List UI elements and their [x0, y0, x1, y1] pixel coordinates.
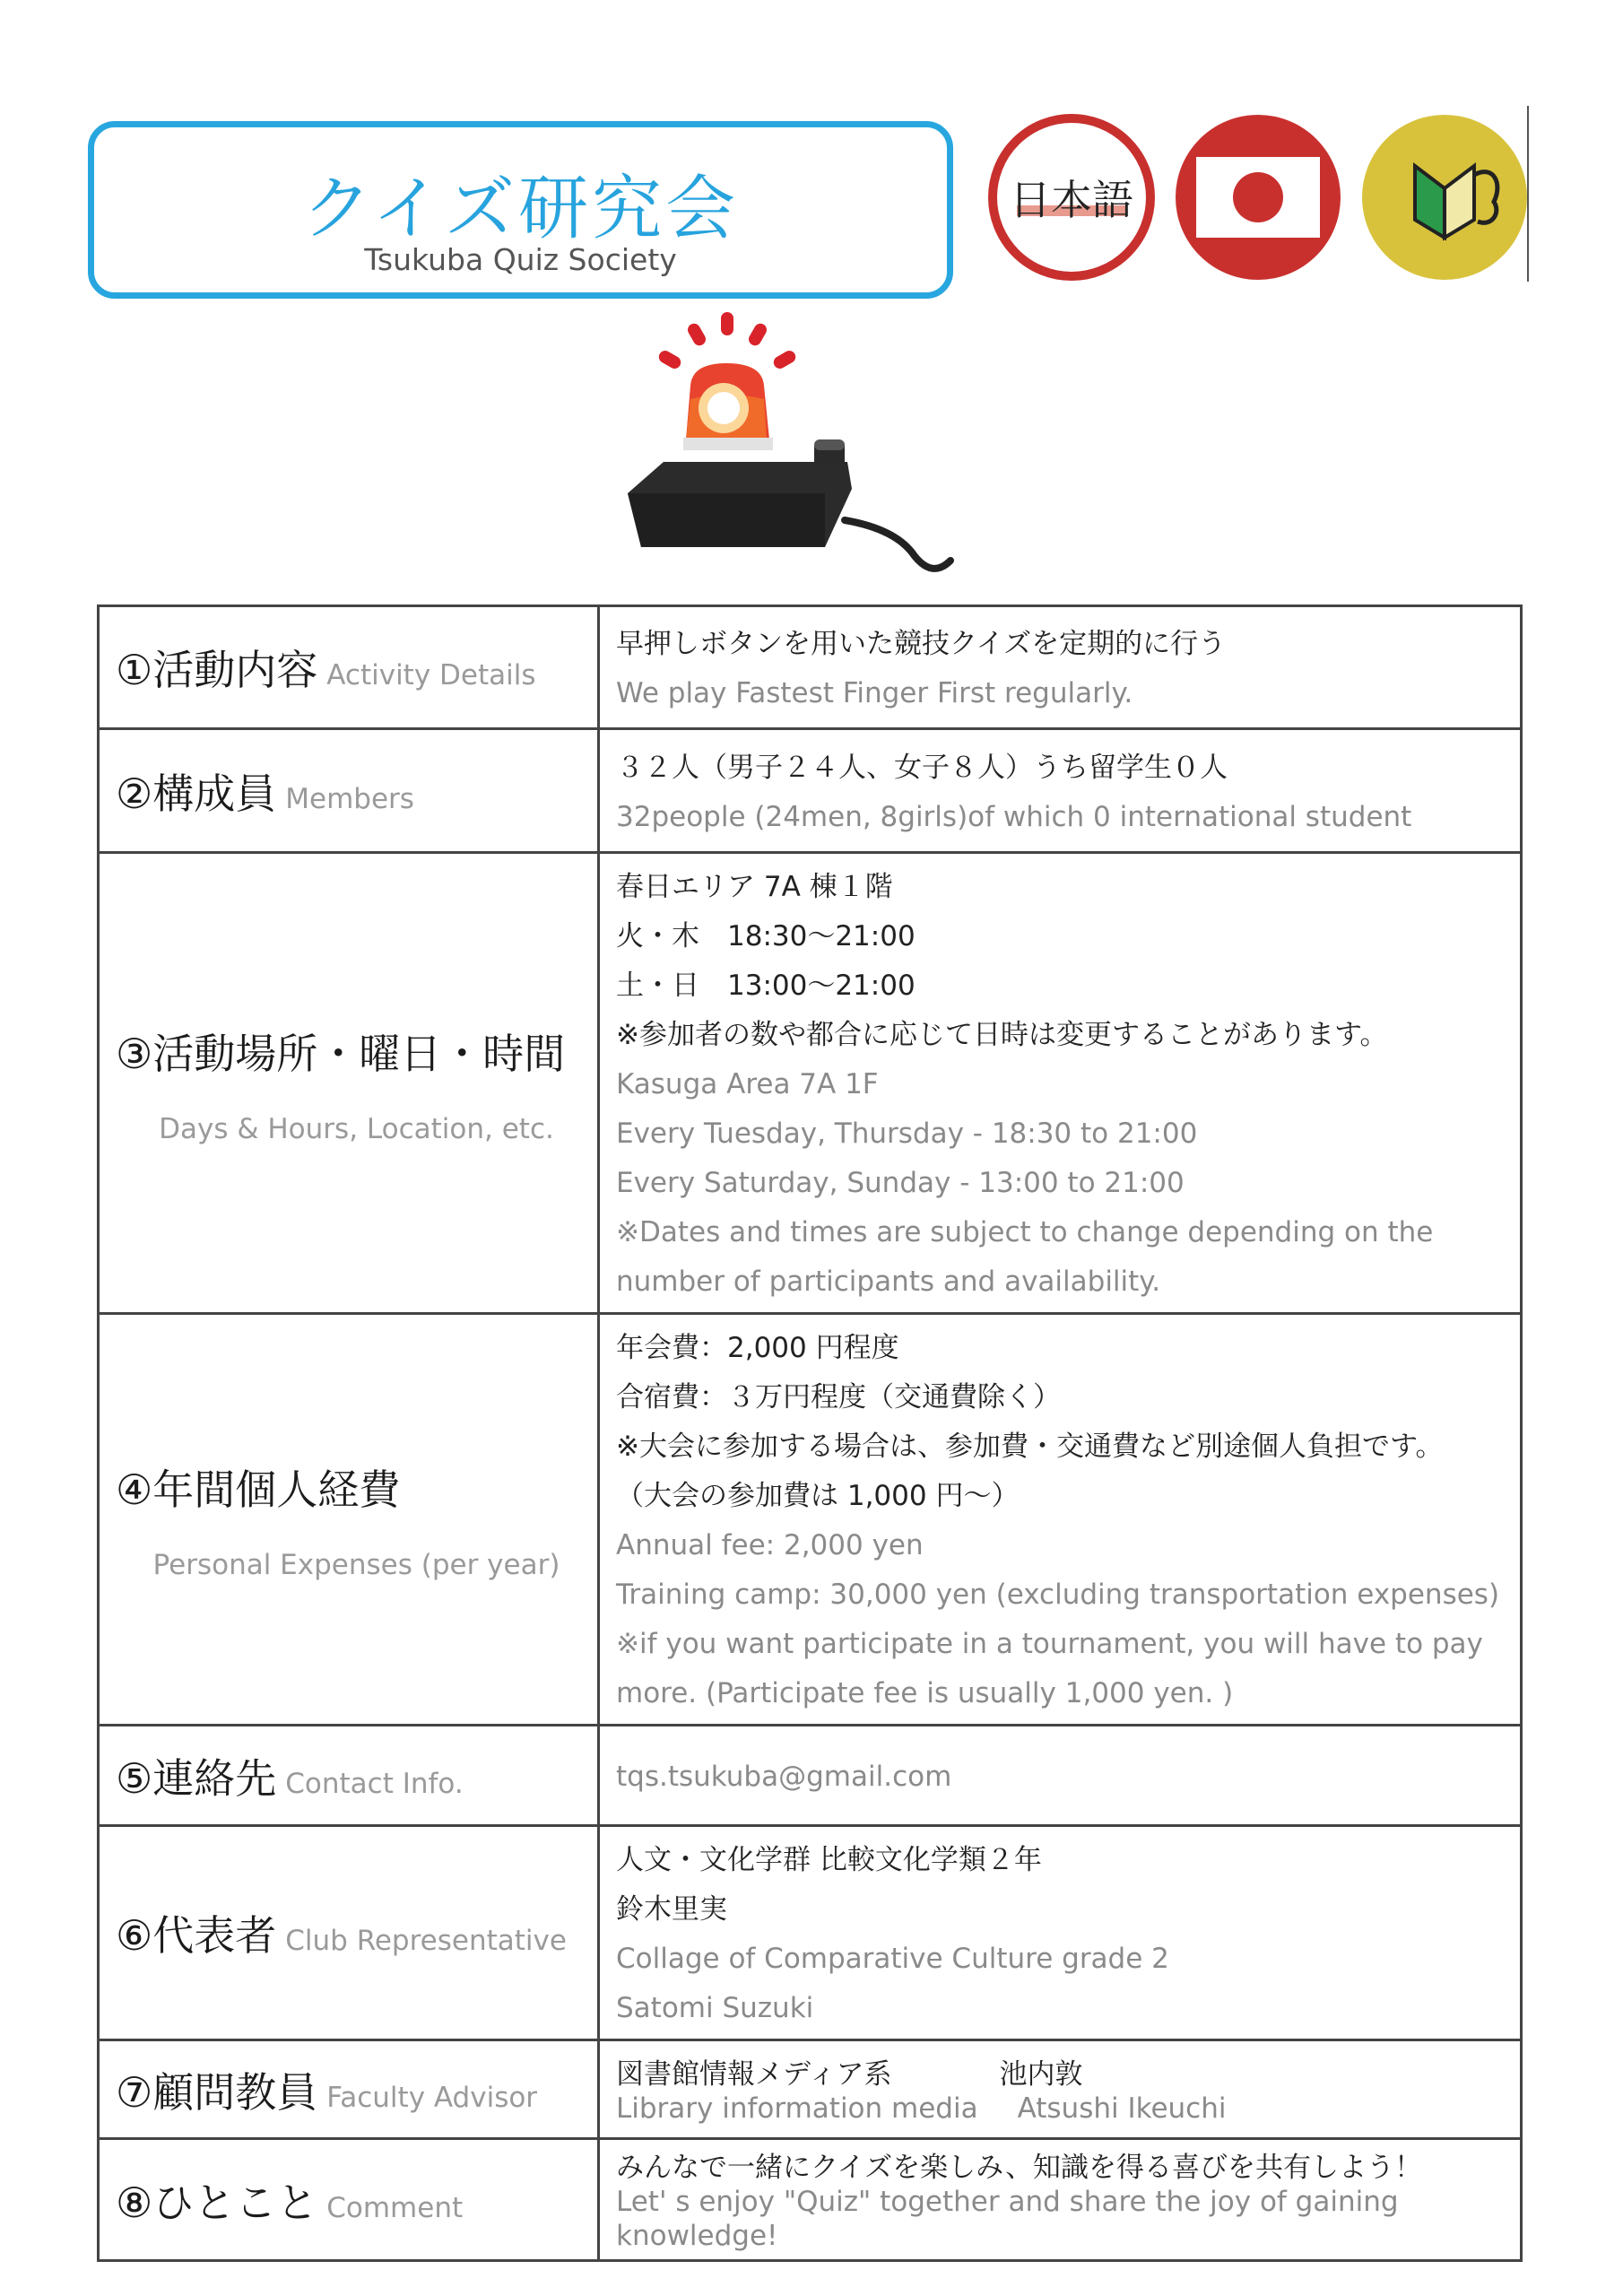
row-content-activity [599, 606, 1522, 729]
content-line-jp: 土・日 13:00～21:00 [616, 970, 916, 1002]
table-row [99, 2139, 1522, 2261]
content-line-jp: 年会費：2,000 円程度 [616, 1332, 899, 1364]
label-jp: ③活動場所・曜日・時間 [116, 1029, 566, 1078]
row-label-advisor [99, 2040, 599, 2139]
table-row [99, 1826, 1522, 2040]
table-row [99, 729, 1522, 853]
content-line-en: Every Tuesday, Thursday - 18:30 to 21:00 [616, 1118, 1198, 1150]
content-line-jp: みんなで一緒にクイズを楽しみ、知識を得る喜びを共有しよう！ [616, 2151, 1422, 2184]
japan-flag-icon [1173, 112, 1343, 283]
row-label-members [99, 729, 599, 853]
content-line-en: Satomi Suzuki [616, 1992, 814, 2024]
row-content-schedule [599, 853, 1522, 1314]
table-row [99, 2040, 1522, 2139]
content-line-en: Kasuga Area 7A 1F [616, 1068, 879, 1100]
table-row [99, 606, 1522, 729]
club-title-jp: クイズ研究会 [301, 169, 740, 249]
content-line-jp: （大会の参加費は 1,000 円～） [616, 1480, 1020, 1512]
row-content-representative [599, 1826, 1522, 2040]
content-line-en: Training camp: 30,000 yen (excluding transportation expenses) [616, 1578, 1500, 1611]
row-content-members [599, 729, 1522, 853]
row-content-comment [599, 2139, 1522, 2261]
advisor-dept-en: Library information media [616, 2092, 978, 2125]
japanese-language-badge [986, 112, 1157, 283]
content-line-jp: 春日エリア 7A 棟１階 [616, 871, 893, 903]
content-line-jp: ※参加者の数や都合に応じて日時は変更することがあります。 [616, 1019, 1388, 1051]
table-row [99, 1314, 1522, 1726]
label-jp: ⑧ひとこと [116, 2178, 318, 2227]
advisor-name-jp: 池内敦 [999, 2057, 1083, 2091]
label-en: Activity Details [326, 659, 536, 691]
club-info-table [97, 604, 1523, 2262]
label-en: Personal Expenses (per year) [152, 1549, 560, 1581]
row-label-expenses [99, 1314, 599, 1726]
content-line-jp: ※大会に参加する場合は、参加費・交通費など別途個人負担です。 [616, 1431, 1444, 1463]
label-en: Faculty Advisor [326, 2081, 538, 2114]
content-line-jp: 火・木 18:30～21:00 [616, 920, 916, 952]
club-title-en: Tsukuba Quiz Society [364, 242, 677, 277]
content-line-en: Let' s enjoy "Quiz" together and share the joy of gaining [616, 2185, 1399, 2218]
label-en: Members [285, 782, 414, 815]
label-en: Contact Info. [285, 1767, 464, 1800]
label-jp: ⑤連絡先 [116, 1753, 277, 1803]
row-content-expenses [599, 1314, 1522, 1726]
content-line-jp: 鈴木里実 [616, 1893, 727, 1926]
content-line-en: ※if you want participate in a tournament, you will have to pay [616, 1628, 1483, 1660]
label-en: Days & Hours, Location, etc. [159, 1112, 554, 1145]
table-row [99, 1726, 1522, 1826]
advisor-name-en: Atsushi Ikeuchi [1017, 2092, 1227, 2125]
label-jp: ⑥代表者 [116, 1911, 277, 1960]
advisor-en-line [616, 2092, 1504, 2126]
advisor-dept-jp: 図書館情報メディア系 [616, 2057, 892, 2091]
page-edge-line [1527, 106, 1529, 282]
row-label-activity [99, 606, 599, 729]
red-siren-buzzer-icon [610, 305, 1040, 596]
row-label-representative [99, 1826, 599, 2040]
label-jp: ②構成員 [116, 769, 277, 818]
content-line-jp: 合宿費：３万円程度（交通費除く） [616, 1381, 1061, 1413]
contact-email: tqs.tsukuba@gmail.com [616, 1761, 952, 1793]
beginner-mark-icon [1359, 112, 1530, 283]
label-jp: ⑦顧問教員 [116, 2067, 318, 2117]
content-line-en: number of participants and availability. [616, 1265, 1161, 1298]
row-label-comment [99, 2139, 599, 2261]
label-en: Club Representative [285, 1925, 567, 1957]
content-line-jp: 早押しボタンを用いた競技クイズを定期的に行う [616, 628, 1227, 660]
row-label-schedule [99, 853, 599, 1314]
row-label-contact [99, 1726, 599, 1826]
label-jp: ④年間個人経費 [116, 1465, 401, 1514]
content-line-jp: 人文・文化学群 比較文化学類２年 [616, 1844, 1042, 1876]
content-line-en: Every Saturday, Sunday - 13:00 to 21:00 [616, 1167, 1185, 1199]
row-content-contact [599, 1726, 1522, 1826]
label-jp: ①活動内容 [116, 646, 318, 694]
table-row [99, 853, 1522, 1314]
content-line-jp: ３２人（男子２４人、女子８人）うち留学生０人 [616, 751, 1228, 784]
content-line-en: 32people (24men, 8girls)of which 0 international student [616, 800, 1412, 833]
language-badge-label: 日本語 [1010, 176, 1133, 224]
advisor-jp-line [616, 2057, 1504, 2092]
club-title-box [88, 121, 953, 299]
content-line-en: We play Fastest Finger First regularly. [616, 677, 1133, 709]
content-line-en: more. (Participate fee is usually 1,000 yen. ) [616, 1677, 1234, 1709]
row-content-advisor [599, 2040, 1522, 2139]
label-en: Comment [326, 2191, 464, 2224]
content-line-en: knowledge! [616, 2219, 778, 2252]
content-line-en: Annual fee: 2,000 yen [616, 1529, 924, 1561]
content-line-en: Collage of Comparative Culture grade 2 [616, 1943, 1169, 1975]
content-line-en: ※Dates and times are subject to change depending on the [616, 1216, 1434, 1248]
